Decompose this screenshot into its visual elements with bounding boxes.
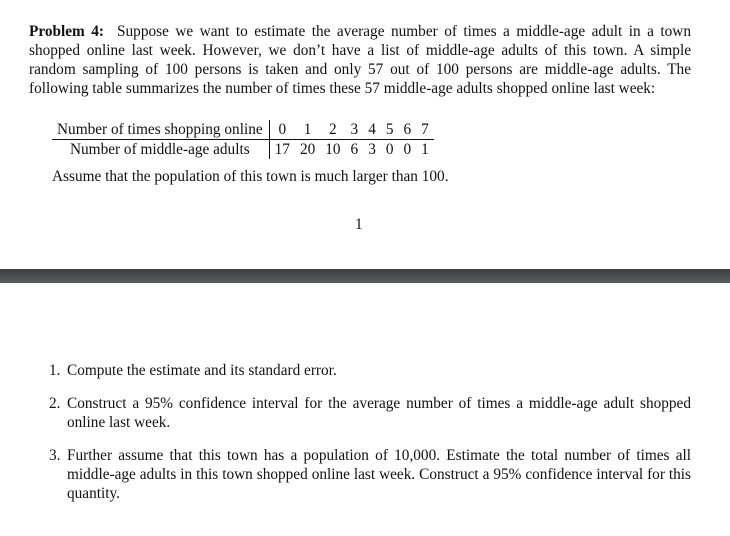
table-cell: 0 <box>269 120 295 140</box>
table-row <box>52 140 434 160</box>
table-cell: 3 <box>346 120 364 140</box>
table-cell: 1 <box>421 141 429 158</box>
problem-statement <box>29 22 691 98</box>
row-header: Number of middle-age adults <box>52 140 269 160</box>
table-cell: 20 <box>299 141 316 158</box>
table-cell: 17 <box>274 141 290 158</box>
question-list <box>29 361 691 517</box>
table-cell: 10 <box>325 141 341 158</box>
assumption-text: Assume that the population of this town is much larger than 100. <box>52 168 449 185</box>
table-cell: 7 <box>416 120 434 140</box>
page-separator <box>0 269 730 283</box>
item-number: 2. <box>49 395 61 412</box>
page-number: 1 <box>355 216 363 233</box>
problem-intro: Suppose we want to estimate the average number of times a middle-age adult in a town shopped online last week. However, we don’t have a list of middle-age adults of this town. A simple random sampling of 100 persons is taken and only 57 out of 100 persons are middle-age adults. The following table summarizes the number of times these 57 middle-age adults shopped online last week: <box>29 23 691 97</box>
item-number: 1. <box>49 362 61 379</box>
table-cell: 2 <box>320 120 345 140</box>
list-item <box>29 446 691 503</box>
item-text: Construct a 95% confidence interval for the average number of times a middle-age adult shopped online last week. <box>67 395 691 431</box>
problem-label: Problem 4: <box>29 23 105 40</box>
table-cell: 6 <box>399 120 417 140</box>
list-item <box>29 361 691 380</box>
table-cell: 5 <box>381 120 399 140</box>
table-row <box>52 120 434 140</box>
table-cell: 6 <box>350 141 359 158</box>
item-text: Compute the estimate and its standard error. <box>67 362 337 379</box>
item-text: Further assume that this town has a population of 10,000. Estimate the total number of times all middle-age adults in this town shopped online last week. Construct a 95% confidence interval for this quantity. <box>67 447 691 502</box>
data-table <box>52 120 434 159</box>
table-cell: 0 <box>403 141 412 158</box>
table-cell: 4 <box>363 120 381 140</box>
item-number: 3. <box>49 447 61 464</box>
table-cell: 0 <box>385 141 394 158</box>
table-cell: 1 <box>295 120 320 140</box>
row-header: Number of times shopping online <box>52 120 269 140</box>
list-item <box>29 394 691 432</box>
table-cell: 3 <box>368 141 376 158</box>
